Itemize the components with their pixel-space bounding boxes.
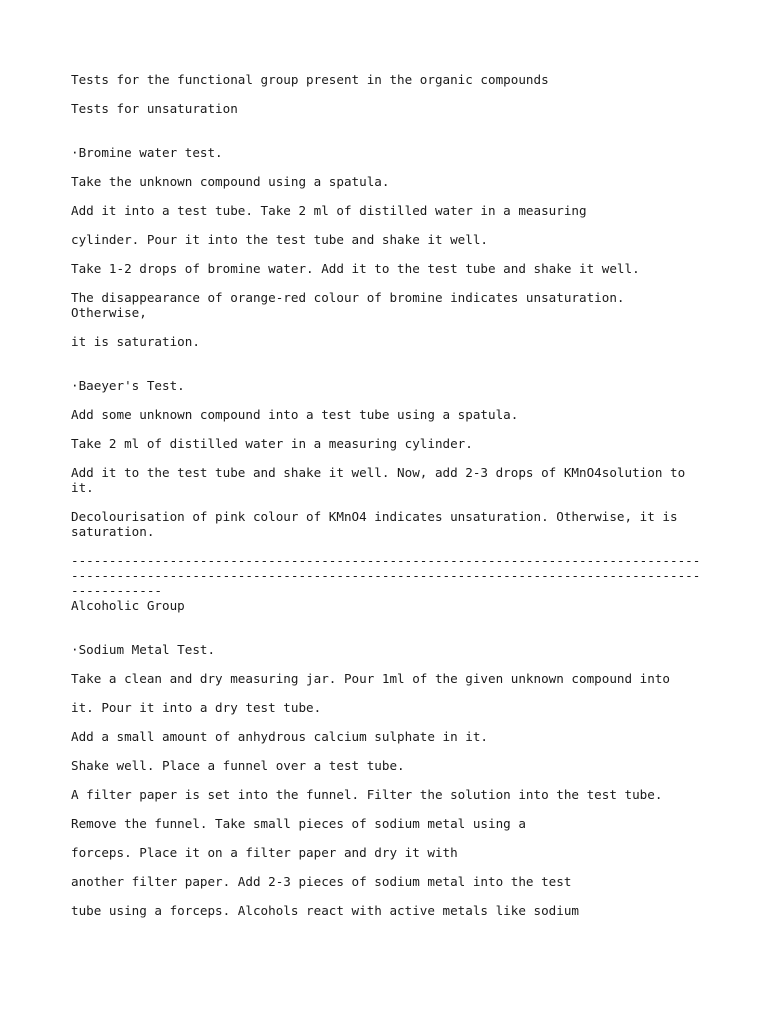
bromine-line-3: cylinder. Pour it into the test tube and shake it well. <box>71 232 489 247</box>
document-title: Tests for the functional group present in the organic compounds <box>71 72 549 87</box>
baeyer-line-4: Decolourisation of pink colour of KMnO4 indicates unsaturation. Otherwise, it is saturation. <box>71 509 686 539</box>
test-heading-baeyer: ·Baeyer's Test. <box>71 378 185 393</box>
sodium-line-6: Remove the funnel. Take small pieces of sodium metal using a <box>71 816 526 831</box>
baeyer-line-3: Add it to the test tube and shake it well. Now, add 2-3 drops of KMnO4solution to it. <box>71 465 693 495</box>
section-separator: ---------------------------------------------------------------------------------------------------------------------------------------------------------------------------------- <box>71 553 701 598</box>
test-heading-sodium: ·Sodium Metal Test. <box>71 642 216 657</box>
bromine-line-5: The disappearance of orange-red colour of bromine indicates unsaturation. Otherwise, <box>71 290 633 320</box>
sodium-line-7: forceps. Place it on a filter paper and dry it with <box>71 845 458 860</box>
bromine-line-6: it is saturation. <box>71 334 200 349</box>
section-heading-unsaturation: Tests for unsaturation <box>71 101 238 116</box>
bromine-line-2: Add it into a test tube. Take 2 ml of distilled water in a measuring <box>71 203 587 218</box>
sodium-line-9: tube using a forceps. Alcohols react with active metals like sodium <box>71 903 579 918</box>
bromine-line-4: Take 1-2 drops of bromine water. Add it to the test tube and shake it well. <box>71 261 640 276</box>
test-heading-bromine: ·Bromine water test. <box>71 145 223 160</box>
sodium-line-5: A filter paper is set into the funnel. Filter the solution into the test tube. <box>71 787 663 802</box>
baeyer-line-2: Take 2 ml of distilled water in a measuring cylinder. <box>71 436 473 451</box>
sodium-line-1: Take a clean and dry measuring jar. Pour 1ml of the given unknown compound into <box>71 671 670 686</box>
sodium-line-8: another filter paper. Add 2-3 pieces of sodium metal into the test <box>71 874 572 889</box>
baeyer-line-1: Add some unknown compound into a test tube using a spatula. <box>71 407 519 422</box>
sodium-line-4: Shake well. Place a funnel over a test tube. <box>71 758 405 773</box>
document-page <box>71 66 701 918</box>
sodium-line-2: it. Pour it into a dry test tube. <box>71 700 322 715</box>
section-heading-alcoholic: Alcoholic Group <box>71 598 185 613</box>
bromine-line-1: Take the unknown compound using a spatula. <box>71 174 390 189</box>
sodium-line-3: Add a small amount of anhydrous calcium sulphate in it. <box>71 729 489 744</box>
